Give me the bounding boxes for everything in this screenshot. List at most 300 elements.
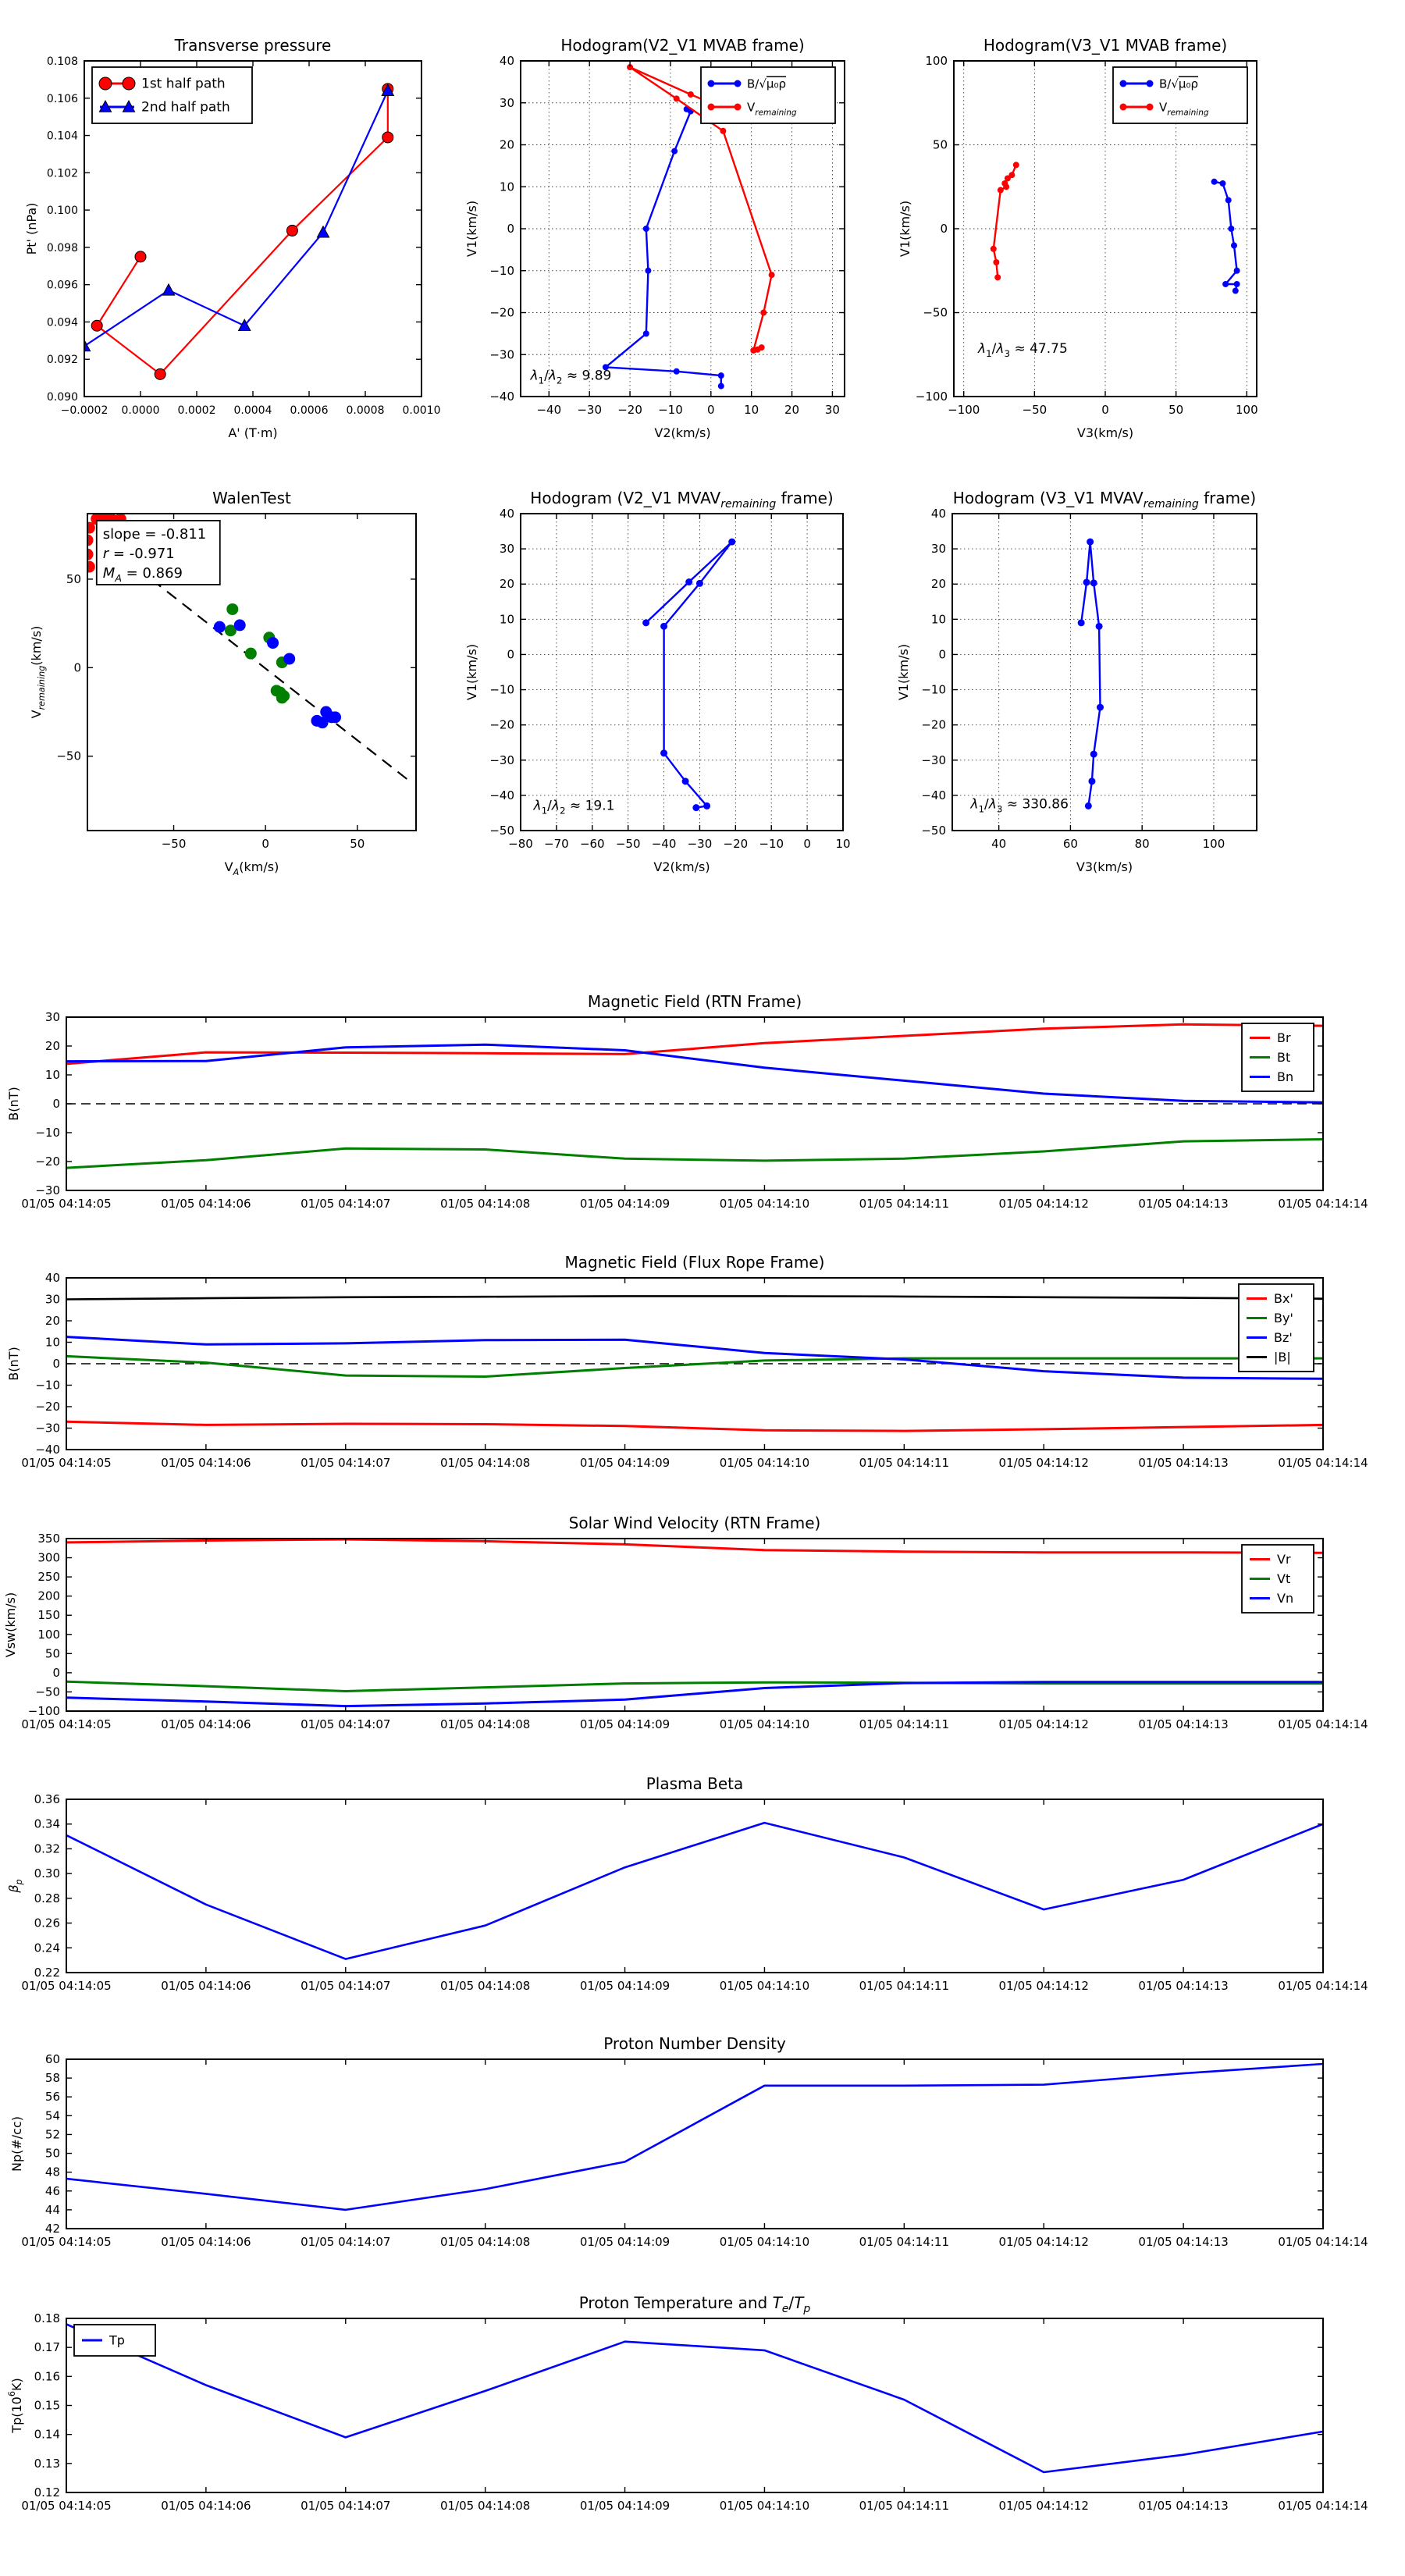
x-tick-label: 01/05 04:14:10 bbox=[719, 2235, 810, 2249]
y-tick-label: −10 bbox=[489, 263, 514, 278]
series-line-bt bbox=[66, 1140, 1323, 1169]
y-tick-label: 0.32 bbox=[34, 1841, 60, 1856]
panel-title: Hodogram (V2_V1 $MVAV_{remaining}$ frame) bbox=[530, 489, 834, 511]
y-tick-label: 50 bbox=[932, 137, 948, 152]
x-tick-label: 01/05 04:14:08 bbox=[439, 1717, 531, 1731]
y-tick-label: 10 bbox=[499, 180, 514, 194]
y-tick-label: 0.106 bbox=[46, 92, 78, 105]
series-group bbox=[1078, 539, 1104, 809]
series-markers-walen-green-points bbox=[225, 603, 290, 703]
panel-hodogram-v3v1-mvav bbox=[896, 489, 1257, 874]
y-tick-label: 10 bbox=[930, 612, 946, 627]
panel-hodogram-v3v1-mvab bbox=[898, 36, 1258, 440]
y-tick-label: −10 bbox=[489, 682, 514, 697]
x-tick-label: 01/05 04:14:05 bbox=[21, 2235, 112, 2249]
x-tick-label: 01/05 04:14:07 bbox=[301, 1197, 391, 1211]
y-axis-label: V1(km/s) bbox=[464, 643, 479, 701]
x-tick-label: −50 bbox=[1022, 403, 1048, 417]
legend-box bbox=[1242, 1545, 1314, 1613]
x-tick-label: 50 bbox=[1168, 403, 1184, 417]
annotation-box bbox=[97, 521, 220, 585]
x-tick-label: 20 bbox=[784, 403, 800, 417]
y-tick-label: −10 bbox=[35, 1126, 60, 1140]
y-tick-label: 50 bbox=[66, 571, 81, 586]
axes-frame bbox=[66, 2059, 1323, 2229]
y-tick-label: −30 bbox=[489, 753, 514, 767]
x-tick-label: 01/05 04:14:07 bbox=[301, 2235, 391, 2249]
x-tick-label: 0.0006 bbox=[290, 404, 329, 417]
y-tick-label: 0.090 bbox=[46, 391, 78, 404]
y-tick-label: 46 bbox=[44, 2183, 60, 2198]
y-tick-label: 30 bbox=[499, 542, 514, 557]
y-tick-label: −10 bbox=[35, 1378, 60, 1393]
x-tick-label: 01/05 04:14:11 bbox=[859, 1456, 950, 1470]
x-tick-label: −30 bbox=[577, 403, 603, 417]
x-tick-label: 01/05 04:14:08 bbox=[439, 1456, 531, 1470]
x-tick-label: 01/05 04:14:10 bbox=[719, 1979, 810, 1993]
series-group bbox=[991, 162, 1240, 294]
x-tick-label: 40 bbox=[991, 837, 1007, 851]
x-tick-label: 01/05 04:14:11 bbox=[859, 1717, 950, 1731]
x-tick-label: 0 bbox=[261, 837, 269, 851]
y-tick-label: 44 bbox=[44, 2202, 60, 2217]
x-tick-label: 10 bbox=[744, 403, 759, 417]
y-tick-label: 0.100 bbox=[46, 205, 78, 218]
panel-transverse-pressure bbox=[24, 36, 441, 440]
y-tick-label: 0.34 bbox=[34, 1816, 60, 1831]
y-tick-label: −30 bbox=[35, 1421, 60, 1436]
annotation-line: slope = -0.811 bbox=[102, 525, 207, 543]
legend-label: $V_{remaining}$ bbox=[1159, 100, 1209, 118]
x-tick-label: −10 bbox=[658, 403, 683, 417]
x-tick-label: 0.0008 bbox=[346, 404, 385, 417]
y-tick-label: 54 bbox=[44, 2108, 60, 2123]
x-tick-label: 01/05 04:14:06 bbox=[161, 1717, 251, 1731]
y-tick-label: 300 bbox=[37, 1550, 60, 1565]
series-line-walen-fit-line bbox=[151, 579, 412, 783]
x-axis-label: A' (T·m) bbox=[228, 425, 278, 440]
series-line-vr bbox=[66, 1539, 1323, 1553]
legend-label: B/√μ₀ρ bbox=[747, 76, 786, 91]
y-tick-label: 60 bbox=[44, 2052, 60, 2066]
y-tick-label: 0.13 bbox=[34, 2456, 60, 2471]
x-tick-label: 01/05 04:14:14 bbox=[1278, 1197, 1368, 1211]
x-tick-label: 01/05 04:14:13 bbox=[1138, 1197, 1229, 1211]
y-tick-label: 30 bbox=[44, 1010, 60, 1024]
x-tick-label: 01/05 04:14:11 bbox=[859, 1979, 950, 1993]
y-tick-label: 0 bbox=[507, 222, 514, 236]
y-tick-label: 20 bbox=[930, 577, 946, 592]
x-tick-label: 100 bbox=[1235, 403, 1258, 417]
axes-frame bbox=[66, 1799, 1323, 1973]
x-axis-label: V3(km/s) bbox=[1076, 859, 1133, 874]
legend-box bbox=[1239, 1284, 1314, 1372]
y-tick-label: 20 bbox=[499, 577, 514, 592]
y-tick-label: 0.24 bbox=[34, 1941, 60, 1955]
legend-box bbox=[92, 67, 252, 123]
x-tick-label: 01/05 04:14:08 bbox=[439, 2499, 531, 2513]
x-tick-label: 01/05 04:14:08 bbox=[439, 2235, 531, 2249]
panel-title: Transverse pressure bbox=[174, 36, 332, 55]
x-tick-label: 01/05 04:14:14 bbox=[1278, 2235, 1368, 2249]
y-tick-label: −20 bbox=[489, 717, 514, 732]
y-tick-label: −40 bbox=[35, 1443, 60, 1457]
x-tick-label: 01/05 04:14:14 bbox=[1278, 1456, 1368, 1470]
y-tick-label: 40 bbox=[499, 54, 514, 68]
x-tick-label: 01/05 04:14:14 bbox=[1278, 1979, 1368, 1993]
y-tick-label: 0.18 bbox=[34, 2311, 60, 2325]
y-tick-label: −20 bbox=[921, 717, 946, 732]
y-tick-label: 42 bbox=[44, 2222, 60, 2236]
x-tick-label: 50 bbox=[350, 837, 365, 851]
x-tick-label: 01/05 04:14:10 bbox=[719, 2499, 810, 2513]
x-tick-label: −20 bbox=[723, 837, 749, 851]
legend-box bbox=[701, 67, 835, 123]
x-tick-label: 80 bbox=[1134, 837, 1150, 851]
x-tick-label: −60 bbox=[579, 837, 605, 851]
legend-label: Bz' bbox=[1274, 1330, 1293, 1345]
y-tick-label: 0 bbox=[938, 647, 946, 662]
legend-label: Tp bbox=[109, 2332, 125, 2348]
panel-title: Proton Temperature and $T_e/T_p$ bbox=[578, 2293, 811, 2315]
legend-label: Vt bbox=[1277, 1571, 1291, 1586]
x-tick-label: −10 bbox=[759, 837, 784, 851]
y-tick-label: 0 bbox=[940, 222, 948, 236]
series-line-b-magnitude bbox=[66, 1296, 1323, 1299]
y-axis-label: $V_{remaining}(km/s)$ bbox=[29, 625, 47, 719]
legend-label: 1st half path bbox=[141, 76, 226, 92]
y-tick-label: 350 bbox=[37, 1532, 60, 1546]
annotation-text: $\lambda_1/\lambda_3 \approx 47.75$ bbox=[978, 341, 1068, 360]
y-tick-label: 250 bbox=[37, 1570, 60, 1585]
y-tick-label: 0 bbox=[52, 1665, 60, 1680]
y-tick-label: 100 bbox=[37, 1627, 60, 1642]
panel-title: Solar Wind Velocity (RTN Frame) bbox=[568, 1514, 821, 1532]
legend-box bbox=[1113, 67, 1247, 123]
y-tick-label: 10 bbox=[499, 612, 514, 627]
y-tick-label: 48 bbox=[44, 2165, 60, 2179]
legend-label: Bn bbox=[1277, 1069, 1294, 1084]
x-tick-label: 01/05 04:14:09 bbox=[579, 1197, 670, 1211]
y-tick-label: 0.22 bbox=[34, 1966, 60, 1980]
series-markers-b-alfven bbox=[1211, 179, 1240, 294]
x-tick-label: 01/05 04:14:09 bbox=[579, 2499, 670, 2513]
y-tick-label: 0.14 bbox=[34, 2427, 60, 2442]
series-group bbox=[66, 2324, 1323, 2472]
y-tick-label: 0.36 bbox=[34, 1792, 60, 1806]
panel-title: Magnetic Field (RTN Frame) bbox=[587, 992, 802, 1011]
series-markers-b-alfven bbox=[603, 106, 724, 390]
x-tick-label: 01/05 04:14:13 bbox=[1138, 2235, 1229, 2249]
y-tick-label: −40 bbox=[489, 788, 514, 802]
x-tick-label: 01/05 04:14:09 bbox=[579, 1717, 670, 1731]
y-tick-label: 10 bbox=[44, 1335, 60, 1350]
series-group bbox=[66, 1024, 1323, 1168]
y-axis-label: B(nT) bbox=[6, 1347, 21, 1381]
y-axis-label: V1(km/s) bbox=[896, 643, 911, 701]
y-tick-label: 0 bbox=[73, 660, 81, 675]
y-tick-label: −100 bbox=[27, 1704, 60, 1718]
y-axis-label: B(nT) bbox=[6, 1087, 21, 1121]
x-tick-label: 01/05 04:14:10 bbox=[719, 1456, 810, 1470]
x-tick-label: 01/05 04:14:11 bbox=[859, 2499, 950, 2513]
series-line-b-alfven bbox=[1215, 182, 1237, 291]
x-tick-label: 01/05 04:14:06 bbox=[161, 2499, 251, 2513]
x-tick-label: 01/05 04:14:09 bbox=[579, 2235, 670, 2249]
x-tick-label: 01/05 04:14:14 bbox=[1278, 2499, 1368, 2513]
y-tick-label: −50 bbox=[923, 305, 948, 320]
x-tick-label: 0 bbox=[803, 837, 811, 851]
x-tick-label: −50 bbox=[615, 837, 641, 851]
x-tick-label: 01/05 04:14:06 bbox=[161, 1197, 251, 1211]
y-tick-label: 40 bbox=[44, 1271, 60, 1285]
x-tick-label: 01/05 04:14:11 bbox=[859, 1197, 950, 1211]
x-tick-label: −50 bbox=[161, 837, 187, 851]
legend-label: Vn bbox=[1277, 1591, 1294, 1606]
x-tick-label: 01/05 04:14:14 bbox=[1278, 1717, 1368, 1731]
panel-title: Hodogram(V3_V1 MVAB frame) bbox=[983, 36, 1228, 55]
y-tick-label: 56 bbox=[44, 2090, 60, 2105]
x-tick-label: 0.0000 bbox=[121, 404, 160, 417]
x-tick-label: −20 bbox=[617, 403, 642, 417]
y-tick-label: 0.28 bbox=[34, 1891, 60, 1905]
y-tick-label: −20 bbox=[35, 1155, 60, 1169]
legend-box bbox=[1242, 1023, 1314, 1091]
y-axis-label: Vsw(km/s) bbox=[3, 1592, 18, 1658]
y-tick-label: 30 bbox=[44, 1292, 60, 1307]
x-tick-label: 01/05 04:14:08 bbox=[439, 1979, 531, 1993]
x-tick-label: 01/05 04:14:10 bbox=[719, 1717, 810, 1731]
y-tick-label: 20 bbox=[44, 1039, 60, 1053]
annotation-text: $\lambda_1/\lambda_2 \approx 9.89$ bbox=[530, 368, 612, 386]
y-tick-label: 0 bbox=[52, 1357, 60, 1371]
legend-label: Br bbox=[1277, 1030, 1291, 1045]
x-tick-label: 01/05 04:14:12 bbox=[998, 1717, 1089, 1731]
series-markers-v-hodogram bbox=[642, 539, 735, 812]
y-tick-label: 50 bbox=[44, 2146, 60, 2161]
panel-title: Hodogram(V2_V1 MVAB frame) bbox=[560, 36, 805, 55]
x-tick-label: 01/05 04:14:06 bbox=[161, 2235, 251, 2249]
y-tick-label: 40 bbox=[499, 507, 514, 521]
x-tick-label: 01/05 04:14:05 bbox=[21, 1717, 112, 1731]
series-line-np bbox=[66, 2064, 1323, 2210]
series-line-b-alfven bbox=[606, 109, 721, 386]
x-tick-label: 01/05 04:14:12 bbox=[998, 1979, 1089, 1993]
x-tick-label: 01/05 04:14:05 bbox=[21, 1979, 112, 1993]
y-axis-label: V1(km/s) bbox=[464, 200, 479, 258]
panel-solar-wind-velocity-rtn bbox=[3, 1514, 1368, 1731]
y-tick-label: −30 bbox=[921, 753, 946, 767]
series-line-vn bbox=[66, 1682, 1323, 1706]
x-tick-label: 01/05 04:14:13 bbox=[1138, 2499, 1229, 2513]
y-tick-label: −50 bbox=[35, 1685, 60, 1699]
y-tick-label: −30 bbox=[35, 1183, 60, 1197]
series-markers-first-half-path bbox=[91, 84, 393, 380]
legend-label: Bt bbox=[1277, 1050, 1291, 1065]
panel-proton-temperature bbox=[7, 2293, 1368, 2513]
y-tick-label: −20 bbox=[35, 1400, 60, 1414]
y-tick-label: 0.15 bbox=[34, 2398, 60, 2413]
x-tick-label: 01/05 04:14:13 bbox=[1138, 1717, 1229, 1731]
y-axis-label: $Tp(10^6K)$ bbox=[7, 2378, 24, 2433]
panel-magnetic-field-flux-rope bbox=[6, 1253, 1368, 1470]
x-tick-label: 01/05 04:14:05 bbox=[21, 1197, 112, 1211]
legend-label: 2nd half path bbox=[141, 99, 230, 116]
axes-frame bbox=[66, 1539, 1323, 1711]
series-line-bx-prime bbox=[66, 1421, 1323, 1431]
panel-hodogram-v2v1-mvav bbox=[464, 489, 851, 874]
x-tick-label: −80 bbox=[508, 837, 533, 851]
y-tick-label: 52 bbox=[44, 2127, 60, 2142]
y-axis-label: Pt' (nPa) bbox=[24, 202, 39, 255]
x-tick-label: −100 bbox=[948, 403, 980, 417]
x-tick-label: 01/05 04:14:07 bbox=[301, 1979, 391, 1993]
x-axis-label: V2(km/s) bbox=[654, 425, 711, 440]
y-tick-label: −50 bbox=[56, 749, 81, 763]
x-tick-label: 01/05 04:14:05 bbox=[21, 1456, 112, 1470]
y-axis-label: $\beta_p$ bbox=[6, 1879, 24, 1893]
y-tick-label: 40 bbox=[930, 507, 946, 521]
x-tick-label: 01/05 04:14:13 bbox=[1138, 1456, 1229, 1470]
y-axis-label: Np(#/cc) bbox=[9, 2116, 24, 2172]
legend-label: $V_{remaining}$ bbox=[747, 100, 797, 118]
y-tick-label: 0.102 bbox=[46, 167, 78, 180]
x-tick-label: 01/05 04:14:12 bbox=[998, 1456, 1089, 1470]
series-group bbox=[66, 2064, 1323, 2210]
x-tick-label: 0 bbox=[1101, 403, 1109, 417]
panel-hodogram-v2v1-mvab bbox=[464, 36, 845, 440]
panel-walen-test bbox=[29, 489, 416, 877]
x-tick-label: 01/05 04:14:08 bbox=[439, 1197, 531, 1211]
y-tick-label: 0.096 bbox=[46, 279, 78, 292]
x-tick-label: 01/05 04:14:11 bbox=[859, 2235, 950, 2249]
y-tick-label: 30 bbox=[930, 542, 946, 557]
annotation-text: $\lambda_1/\lambda_2 \approx 19.1$ bbox=[533, 798, 615, 817]
x-tick-label: 01/05 04:14:05 bbox=[21, 2499, 112, 2513]
y-tick-label: 0.092 bbox=[46, 354, 78, 367]
axes-frame bbox=[521, 514, 843, 831]
x-tick-label: 0.0010 bbox=[402, 404, 441, 417]
series-group bbox=[66, 1823, 1323, 1959]
series-line-second-half-path bbox=[84, 91, 388, 346]
x-tick-label: 01/05 04:14:07 bbox=[301, 1456, 391, 1470]
axes-frame bbox=[952, 514, 1257, 831]
series-markers-v-remaining bbox=[991, 162, 1019, 280]
x-tick-label: 60 bbox=[1062, 837, 1078, 851]
legend-label: |B| bbox=[1274, 1350, 1291, 1364]
panel-proton-number-density bbox=[9, 2034, 1368, 2249]
legend-label: Bx' bbox=[1274, 1291, 1293, 1306]
panel-title: Hodogram (V3_V1 $MVAV_{remaining}$ frame) bbox=[952, 489, 1257, 511]
y-tick-label: −10 bbox=[921, 682, 946, 697]
y-tick-label: −30 bbox=[489, 347, 514, 362]
y-tick-label: 0.16 bbox=[34, 2369, 60, 2384]
x-tick-label: 01/05 04:14:09 bbox=[579, 1456, 670, 1470]
x-tick-label: 01/05 04:14:12 bbox=[998, 1197, 1089, 1211]
y-tick-label: −100 bbox=[915, 390, 948, 404]
x-tick-label: 0 bbox=[707, 403, 715, 417]
x-tick-label: 01/05 04:14:06 bbox=[161, 1456, 251, 1470]
x-axis-label: $V_A(km/s)$ bbox=[224, 859, 279, 877]
x-tick-label: −30 bbox=[687, 837, 713, 851]
y-tick-label: 0 bbox=[52, 1097, 60, 1111]
y-tick-label: −40 bbox=[921, 788, 946, 802]
panel-title: Proton Number Density bbox=[603, 2034, 786, 2053]
y-tick-label: −50 bbox=[921, 824, 946, 838]
x-tick-label: −70 bbox=[544, 837, 569, 851]
x-tick-label: 01/05 04:14:10 bbox=[719, 1197, 810, 1211]
y-tick-label: 0.12 bbox=[34, 2485, 60, 2500]
x-tick-label: 0.0004 bbox=[233, 404, 272, 417]
panel-title: Magnetic Field (Flux Rope Frame) bbox=[564, 1253, 825, 1272]
y-tick-label: 100 bbox=[925, 54, 948, 68]
series-group bbox=[642, 539, 735, 812]
y-tick-label: 0.17 bbox=[34, 2340, 60, 2355]
y-tick-label: 0.104 bbox=[46, 130, 78, 143]
x-tick-label: 01/05 04:14:12 bbox=[998, 2499, 1089, 2513]
axes-frame bbox=[66, 2318, 1323, 2492]
y-tick-label: 0.098 bbox=[46, 241, 78, 254]
y-tick-label: 150 bbox=[37, 1608, 60, 1623]
y-tick-label: 0 bbox=[507, 647, 514, 662]
y-tick-label: −20 bbox=[489, 305, 514, 320]
series-line-tp bbox=[66, 2324, 1323, 2472]
y-tick-label: 0.108 bbox=[46, 55, 78, 68]
panel-magnetic-field-rtn bbox=[6, 992, 1368, 1211]
series-line-beta-p bbox=[66, 1823, 1323, 1959]
x-tick-label: 01/05 04:14:12 bbox=[998, 2235, 1089, 2249]
y-tick-label: −50 bbox=[489, 824, 514, 838]
x-axis-label: V2(km/s) bbox=[653, 859, 710, 874]
legend-label: B/√μ₀ρ bbox=[1159, 76, 1198, 91]
y-axis-label: V1(km/s) bbox=[898, 200, 912, 258]
annotation-line: $M_A = 0.869$ bbox=[102, 564, 183, 584]
legend-box bbox=[74, 2325, 155, 2356]
panel-title: WalenTest bbox=[212, 489, 291, 507]
x-tick-label: −0.0002 bbox=[60, 404, 108, 417]
y-tick-label: 30 bbox=[499, 95, 514, 110]
series-markers-second-half-path bbox=[78, 84, 393, 351]
x-tick-label: 30 bbox=[824, 403, 840, 417]
y-tick-label: 50 bbox=[44, 1646, 60, 1661]
x-axis-label: V3(km/s) bbox=[1076, 425, 1134, 440]
x-tick-label: 01/05 04:14:07 bbox=[301, 1717, 391, 1731]
y-tick-label: 20 bbox=[44, 1314, 60, 1328]
x-tick-label: 10 bbox=[835, 837, 851, 851]
y-tick-label: 0.26 bbox=[34, 1916, 60, 1930]
x-tick-label: 01/05 04:14:06 bbox=[161, 1979, 251, 1993]
y-tick-label: 10 bbox=[44, 1068, 60, 1082]
annotation-line: r = -0.971 bbox=[102, 545, 175, 562]
y-tick-label: 58 bbox=[44, 2071, 60, 2086]
x-tick-label: 100 bbox=[1202, 837, 1225, 851]
x-tick-label: −40 bbox=[651, 837, 677, 851]
annotation-text: $\lambda_1/\lambda_3 \approx 330.86$ bbox=[970, 796, 1069, 815]
series-line-by-prime bbox=[66, 1356, 1323, 1376]
series-line-first-half-path bbox=[97, 89, 388, 375]
x-tick-label: 01/05 04:14:13 bbox=[1138, 1979, 1229, 1993]
y-tick-label: 20 bbox=[499, 137, 514, 152]
series-group bbox=[66, 1539, 1323, 1706]
panel-plasma-beta bbox=[6, 1774, 1368, 1993]
y-tick-label: 0.094 bbox=[46, 316, 78, 329]
x-tick-label: 0.0002 bbox=[177, 404, 216, 417]
x-tick-label: −40 bbox=[536, 403, 562, 417]
panel-title: Plasma Beta bbox=[646, 1774, 744, 1793]
legend-label: By' bbox=[1274, 1311, 1293, 1325]
y-tick-label: 200 bbox=[37, 1589, 60, 1603]
y-tick-label: 0.30 bbox=[34, 1866, 60, 1881]
